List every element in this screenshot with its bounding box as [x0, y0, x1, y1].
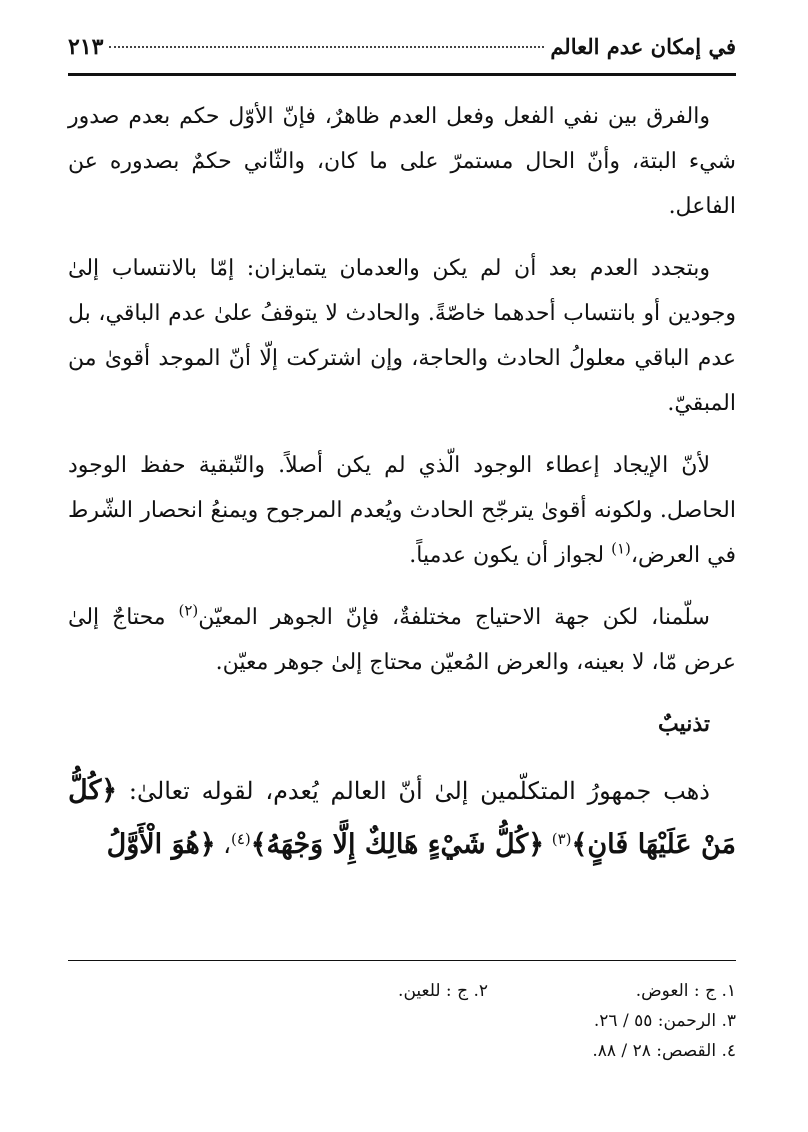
chapter-title: في إمكان عدم العالم: [550, 34, 736, 59]
dot-leader: [109, 46, 544, 48]
paragraph-4-text: سلّمنا، لكن جهة الاحتياج مختلفةٌ، فإنّ الجوهر المعيّن: [198, 605, 710, 630]
footnote-3: ٣. الرحمن: ٥٥ / ٢٦.: [593, 1011, 736, 1031]
footnote-4: ٤. القصص: ٢٨ / ٨٨.: [592, 1041, 736, 1061]
paragraph-4-tail: محتاجٌ إلىٰ عرض مّا، لا بعينه، والعرض المُعيّن محتاج إلىٰ جوهر معيّن.: [68, 605, 736, 675]
footnote-ref-3: (٣): [551, 830, 572, 848]
quran-lead: ذهب جمهورُ المتكلّمين إلىٰ أنّ العالم يُعدم، لقوله تعالىٰ:: [128, 777, 710, 805]
footnote-1: ١. ج : العوض.: [635, 981, 736, 1001]
footnote-row: [68, 1036, 736, 1066]
footnote-ref-2: (٢): [178, 601, 199, 620]
footnotes: [68, 976, 736, 1066]
verse-1: ﴿كُلُّ مَنْ عَلَيْهَا فَانٍ﴾: [68, 775, 736, 860]
page-number: ٢١٣: [68, 34, 104, 60]
footnote-2: ٢. ج : للعين.: [398, 981, 488, 1001]
paragraph-3: [68, 443, 736, 578]
footnote-ref-1: (١): [611, 539, 631, 558]
footnote-rule: [68, 960, 736, 961]
footnote-ref-4: (٤): [230, 830, 251, 848]
body-text: [68, 94, 736, 889]
footnote-row: [68, 1006, 736, 1036]
paragraph-3-tail: لجواز أن يكون عدمياً.: [409, 543, 605, 568]
book-page: [68, 28, 736, 1108]
running-head: [68, 34, 736, 70]
paragraph-4: [68, 595, 736, 685]
quran-paragraph: ذهب جمهورُ المتكلّمين إلىٰ أنّ العالم يُعدم، لقوله تعالىٰ: ﴿كُلُّ مَنْ عَلَيْهَا فَانٍ﴾$^{(٣)}$ ﴿كُلُّ شَيْءٍ هَالِكٌ إِلَّا وَجْهَهُ﴾$^{(٤)}$، ﴿هُوَ الْأَوَّلُ: [68, 775, 736, 860]
verse-3: ﴿هُوَ الْأَوَّلُ: [106, 829, 216, 860]
section-heading: تذنيبٌ: [657, 711, 710, 737]
paragraph-1: والفرق بين نفي الفعل وفعل العدم ظاهرٌ، فإنّ الأوّل حكم بعدم صدور شيء البتة، وأنّ الحال مستمرّ على ما كان، والثّاني حكمٌ بصدوره عن الفاعل.: [68, 104, 736, 219]
paragraph-3-text: لأنّ الإيجاد إعطاء الوجود الّذي لم يكن أصلاً. والتّبقية حفظ الوجود الحاصل. ولكونه أقوىٰ يترجّح الحادث ويُعدم المرجوح ويمنعُ انحصار الشّرط في العرض،: [68, 453, 736, 568]
footnote-row: [68, 976, 736, 1006]
header-rule: [68, 73, 736, 76]
verse-2: ﴿كُلُّ شَيْءٍ هَالِكٌ إِلَّا وَجْهَهُ﴾: [250, 829, 545, 860]
paragraph-2: وبتجدد العدم بعد أن لم يكن والعدمان يتمايزان: إمّا بالانتساب إلىٰ وجودين أو بانتساب أحدهما خاصّةً. والحادث لا يتوقفُ علىٰ عدم الباقي، بل عدم الباقي معلولُ الحادث والحاجة، وإن اشتركت إلّا أنّ الموجد أقوىٰ من المبقيّ.: [68, 256, 736, 416]
